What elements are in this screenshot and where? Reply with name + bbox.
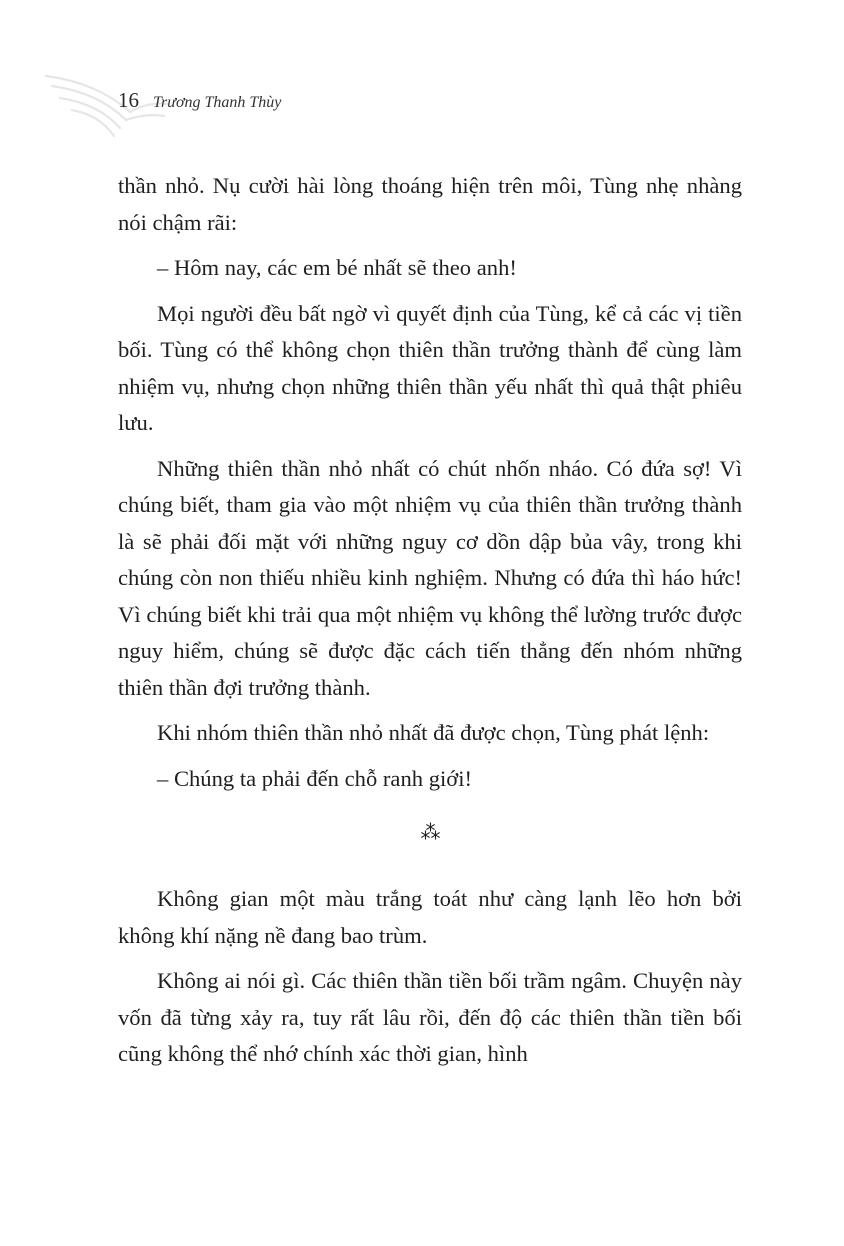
- paragraph: Không ai nói gì. Các thiên thần tiền bối trầm ngâm. Chuyện này vốn đã từng xảy ra, tuy rất lâu rồi, đến độ các thiên thần tiền bối cũng không thể nhớ chính xác thời gian, hình: [118, 968, 742, 1066]
- running-head-author: Trương Thanh Thùy: [153, 94, 282, 111]
- paragraph: Mọi người đều bất ngờ vì quyết định của Tùng, kể cả các vị tiền bối. Tùng có thể không chọn thiên thần trưởng thành để cùng làm nhiệm vụ, nhưng chọn những thiên thần yếu nhất thì quả thật phiêu lưu.: [118, 300, 742, 435]
- section-separator: [118, 823, 742, 843]
- dialogue-line: – Chúng ta phải đến chỗ ranh giới!: [157, 765, 473, 791]
- dialogue-line: – Hôm nay, các em bé nhất sẽ theo anh!: [157, 255, 517, 280]
- paragraph: Khi nhóm thiên thần nhỏ nhất đã được chọn, Tùng phát lệnh:: [157, 720, 710, 745]
- paragraph: thần nhỏ. Nụ cười hài lòng thoáng hiện trên môi, Tùng nhẹ nhàng nói chậm rãi:: [118, 173, 742, 235]
- paragraph: Không gian một màu trắng toát như càng lạnh lẽo hơn bởi không khí nặng nề đang bao trùm.: [118, 886, 742, 948]
- page-number: 16: [118, 88, 139, 112]
- asterism: ⁂: [420, 822, 440, 844]
- paragraph: Những thiên thần nhỏ nhất có chút nhốn nháo. Có đứa sợ! Vì chúng biết, tham gia vào một nhiệm vụ của thiên thần trưởng thành là sẽ phải đối mặt với những nguy cơ dồn dập bủa vây, trong khi chúng còn non thiếu nhiều kinh nghiệm. Nhưng có đứa thì háo hức! Vì chúng biết khi trải qua một nhiệm vụ không thể lường trước được nguy hiểm, chúng sẽ được đặc cách tiến thẳng đến nhóm những thiên thần đợi trưởng thành.: [118, 455, 742, 700]
- page-header: [118, 88, 281, 128]
- page-body: [118, 168, 742, 1082]
